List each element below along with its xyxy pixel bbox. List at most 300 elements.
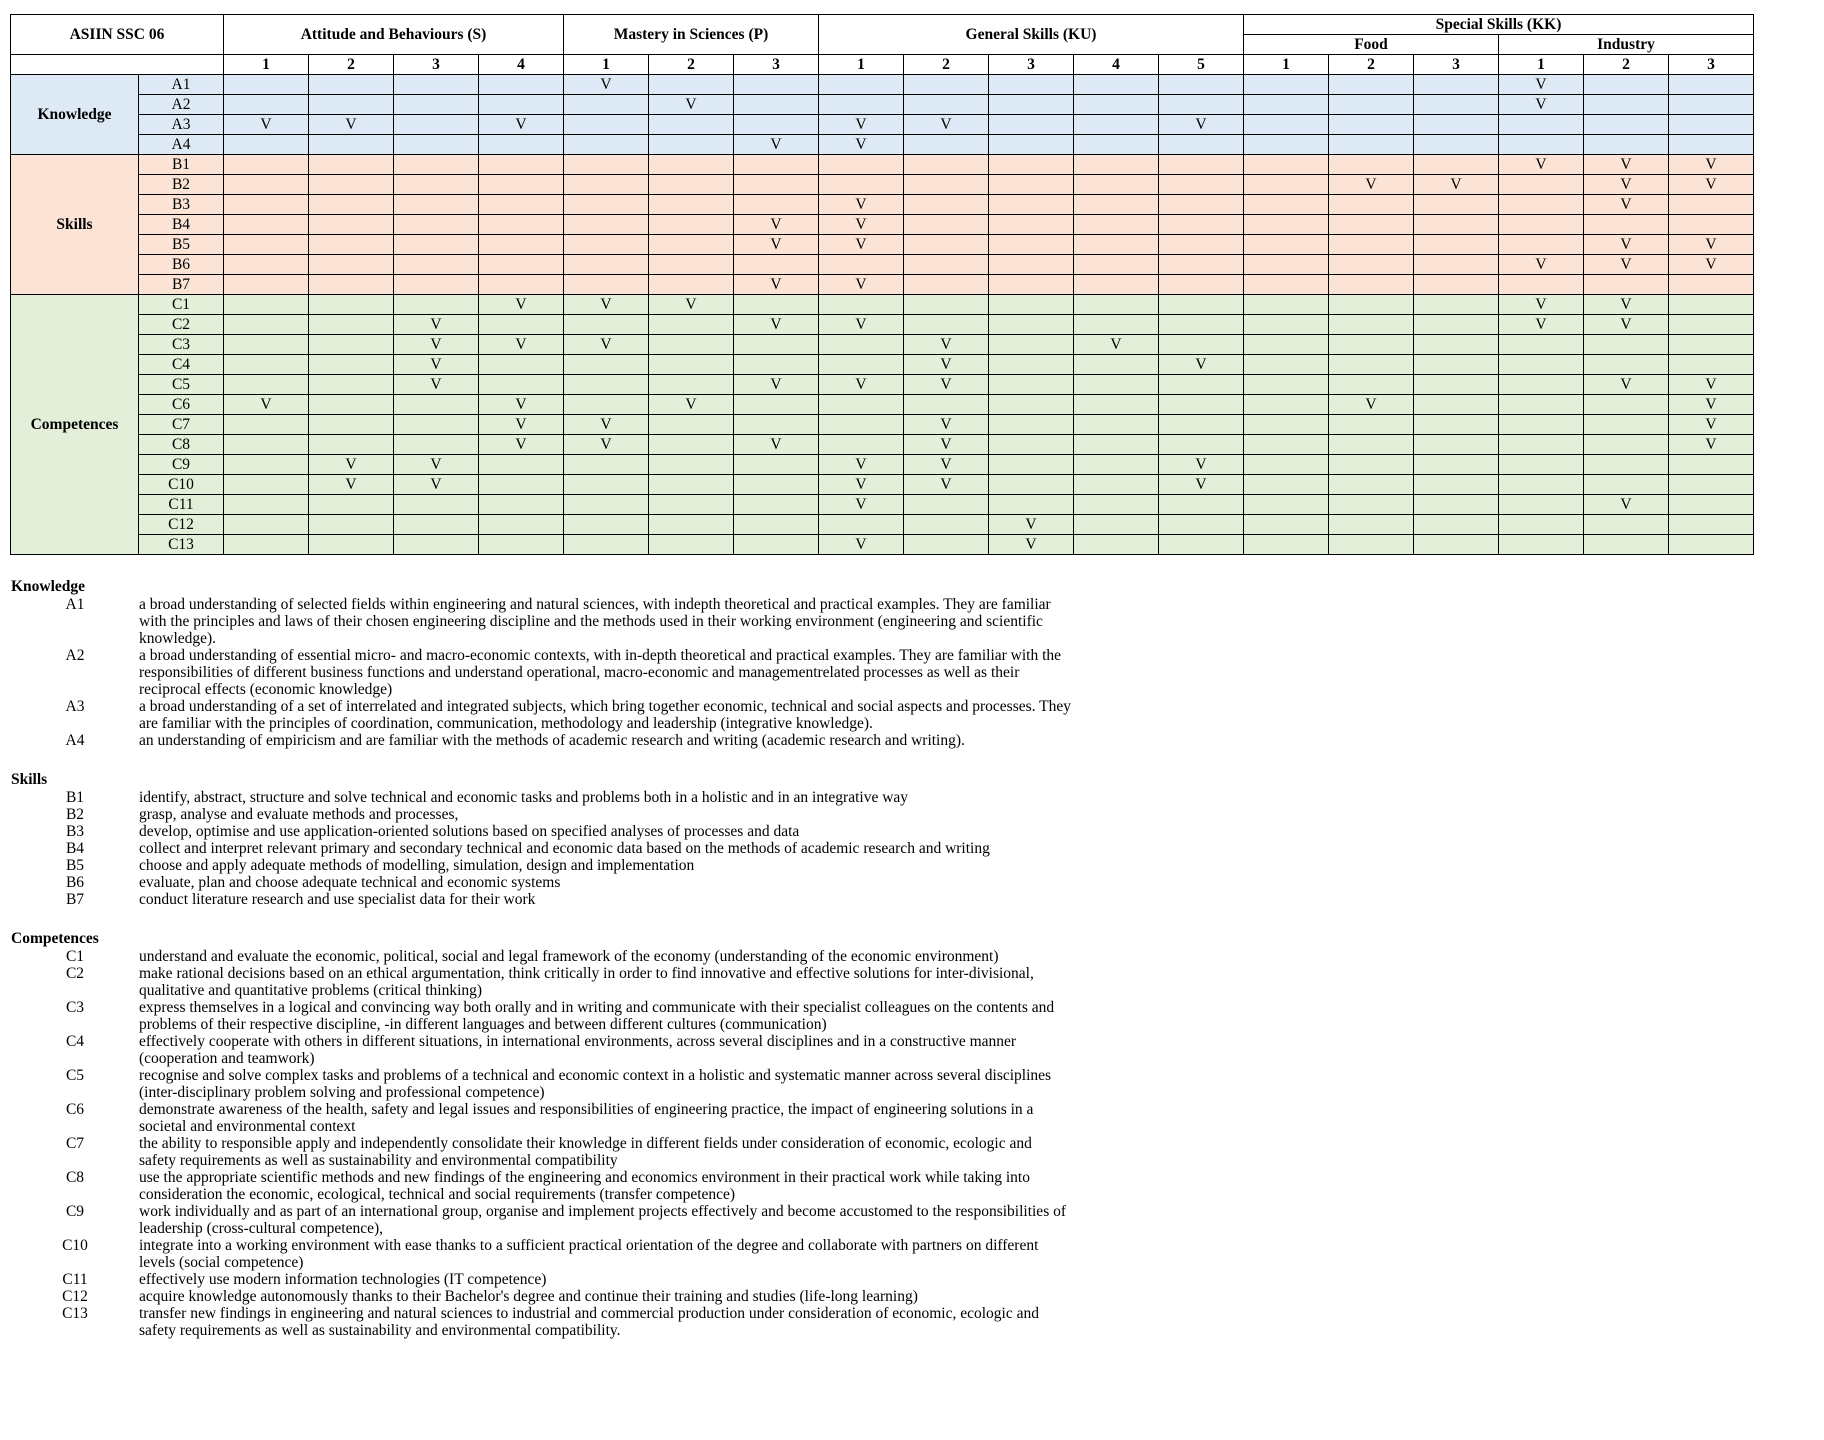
description-item <box>11 1101 1071 1135</box>
mark-cell <box>1499 175 1584 195</box>
mark-cell <box>309 315 394 335</box>
mark-cell: V <box>1584 175 1669 195</box>
description-item <box>11 1271 1071 1288</box>
mark-cell <box>1244 515 1329 535</box>
mark-cell <box>989 115 1074 135</box>
mark-cell <box>1669 195 1754 215</box>
mark-cell <box>1329 475 1414 495</box>
mark-cell <box>989 475 1074 495</box>
mark-cell <box>1584 355 1669 375</box>
description-code: C1 <box>65 948 85 965</box>
mark-cell <box>1414 515 1499 535</box>
mark-cell <box>309 515 394 535</box>
description-text: recognise and solve complex tasks and problems of a technical and economic context in a holistic and systematic manner across several disciplines (inter-disciplinary problem solving and professional competence) <box>139 1067 1052 1101</box>
description-text: make rational decisions based on an ethical argumentation, think critically in order to find innovative and effective solutions for inter-divisional, qualitative and quantitative problems (critical thinking) <box>139 965 1034 999</box>
description-code: A3 <box>65 698 85 715</box>
mark-cell <box>1414 455 1499 475</box>
mark-cell <box>1584 115 1669 135</box>
mark-cell <box>224 355 309 375</box>
table-row <box>11 355 1754 375</box>
mark-cell <box>394 75 479 95</box>
description-item <box>11 1169 1071 1203</box>
mark-cell <box>1159 195 1244 215</box>
table-row <box>11 95 1754 115</box>
mark-cell: V <box>819 475 904 495</box>
mark-cell <box>479 455 564 475</box>
column-number: 1 <box>564 55 649 75</box>
mark-cell <box>649 255 734 275</box>
mark-cell <box>1329 295 1414 315</box>
mark-cell <box>1074 415 1159 435</box>
mark-cell <box>479 535 564 555</box>
description-code: A1 <box>65 596 85 613</box>
mark-cell <box>224 535 309 555</box>
description-text: use the appropriate scientific methods and new findings of the engineering and economics environment in their practical work while taking into consideration the economic, ecological, technical and social requirements (transfer competence) <box>139 1169 1030 1203</box>
mark-cell <box>1159 495 1244 515</box>
mark-cell <box>224 275 309 295</box>
mark-cell: V <box>309 115 394 135</box>
description-item <box>11 789 1071 806</box>
mark-cell: V <box>479 435 564 455</box>
description-text: effectively cooperate with others in different situations, in international environments, across several disciplines and in a constructive manner (cooperation and teamwork) <box>139 1033 1017 1067</box>
mark-cell: V <box>734 435 819 455</box>
mark-cell <box>1584 395 1669 415</box>
mark-cell <box>1244 335 1329 355</box>
table-row <box>11 515 1754 535</box>
mark-cell <box>904 255 989 275</box>
description-code: B2 <box>65 806 85 823</box>
description-item <box>11 1033 1071 1067</box>
mark-cell <box>309 235 394 255</box>
mark-cell <box>1244 115 1329 135</box>
mark-cell: V <box>819 235 904 255</box>
row-code: C13 <box>139 535 224 555</box>
mark-cell <box>1414 155 1499 175</box>
mark-cell <box>564 315 649 335</box>
row-code: B7 <box>139 275 224 295</box>
mark-cell <box>1414 135 1499 155</box>
mark-cell <box>649 415 734 435</box>
mark-cell <box>649 235 734 255</box>
mark-cell: V <box>479 415 564 435</box>
description-item <box>11 1203 1071 1237</box>
description-text: collect and interpret relevant primary and secondary technical and economic data based on the methods of academic research and writing <box>139 840 990 857</box>
mark-cell <box>734 395 819 415</box>
mark-cell <box>309 255 394 275</box>
mark-cell <box>479 95 564 115</box>
mark-cell: V <box>734 375 819 395</box>
category-label: Competences <box>11 295 139 555</box>
mark-cell: V <box>1669 255 1754 275</box>
mark-cell <box>1669 115 1754 135</box>
mark-cell <box>1499 275 1584 295</box>
row-code: A2 <box>139 95 224 115</box>
mark-cell: V <box>1499 315 1584 335</box>
mark-cell: V <box>734 315 819 335</box>
mark-cell: V <box>394 315 479 335</box>
mark-cell <box>904 275 989 295</box>
description-code: C5 <box>65 1067 85 1084</box>
row-code: C9 <box>139 455 224 475</box>
mark-cell <box>1074 175 1159 195</box>
description-code: B1 <box>65 789 85 806</box>
mark-cell <box>479 235 564 255</box>
mark-cell: V <box>904 335 989 355</box>
mark-cell <box>1244 435 1329 455</box>
mark-cell <box>224 155 309 175</box>
mark-cell <box>819 95 904 115</box>
mark-cell <box>1074 115 1159 135</box>
description-text: integrate into a working environment with ease thanks to a sufficient practical orientation of the degree and collaborate with partners on different levels (social competence) <box>139 1237 1039 1271</box>
row-code: C3 <box>139 335 224 355</box>
mark-cell <box>989 415 1074 435</box>
mark-cell <box>1074 535 1159 555</box>
mark-cell <box>649 115 734 135</box>
mark-cell <box>904 495 989 515</box>
mark-cell <box>989 155 1074 175</box>
mark-cell <box>309 295 394 315</box>
mark-cell <box>819 355 904 375</box>
mark-cell <box>394 195 479 215</box>
row-code: B5 <box>139 235 224 255</box>
mark-cell <box>1329 275 1414 295</box>
table-row <box>11 175 1754 195</box>
mark-cell <box>564 375 649 395</box>
mark-cell <box>394 535 479 555</box>
mark-cell <box>1329 235 1414 255</box>
mark-cell <box>394 255 479 275</box>
mark-cell <box>394 435 479 455</box>
description-code: C2 <box>65 965 85 982</box>
mark-cell: V <box>734 215 819 235</box>
mark-cell <box>394 275 479 295</box>
mark-cell <box>1244 355 1329 375</box>
mark-cell <box>394 295 479 315</box>
description-item <box>11 647 1071 698</box>
mark-cell <box>649 355 734 375</box>
mark-cell: V <box>564 415 649 435</box>
mark-cell <box>1244 235 1329 255</box>
mark-cell: V <box>819 455 904 475</box>
mark-cell: V <box>224 395 309 415</box>
mark-cell <box>1669 295 1754 315</box>
mark-cell <box>479 255 564 275</box>
row-code: C5 <box>139 375 224 395</box>
mark-cell: V <box>1499 295 1584 315</box>
column-number: 3 <box>1414 55 1499 75</box>
mark-cell <box>1074 235 1159 255</box>
mark-cell <box>564 275 649 295</box>
description-item <box>11 1135 1071 1169</box>
description-code: C9 <box>65 1203 85 1220</box>
mark-cell <box>1244 215 1329 235</box>
mark-cell <box>1329 355 1414 375</box>
mark-cell <box>734 515 819 535</box>
mark-cell <box>904 395 989 415</box>
mark-cell: V <box>1669 155 1754 175</box>
mark-cell <box>1159 255 1244 275</box>
description-text: transfer new findings in engineering and natural sciences to industrial and commercial production under consideration of economic, ecologic and safety requirements as well as sustainability and environmental compatibility. <box>139 1305 1039 1339</box>
category-label: Knowledge <box>11 75 139 155</box>
description-item <box>11 1237 1071 1271</box>
row-code: C1 <box>139 295 224 315</box>
mark-cell: V <box>479 395 564 415</box>
mark-cell <box>394 415 479 435</box>
description-section <box>11 578 1071 749</box>
subgroup-header: Food <box>1244 35 1499 55</box>
mark-cell <box>564 515 649 535</box>
mark-cell <box>1414 195 1499 215</box>
mark-cell: V <box>1584 255 1669 275</box>
mark-cell <box>1584 215 1669 235</box>
description-item <box>11 823 1071 840</box>
mark-cell <box>564 535 649 555</box>
mark-cell <box>649 195 734 215</box>
mark-cell <box>904 95 989 115</box>
column-number: 1 <box>819 55 904 75</box>
mark-cell <box>819 515 904 535</box>
mark-cell <box>1669 515 1754 535</box>
mark-cell <box>1244 255 1329 275</box>
mark-cell <box>1074 95 1159 115</box>
mark-cell: V <box>1499 155 1584 175</box>
description-section <box>11 771 1071 908</box>
mark-cell <box>1414 375 1499 395</box>
mark-cell <box>1329 375 1414 395</box>
section-title: Knowledge <box>11 578 86 595</box>
mark-cell <box>224 215 309 235</box>
mark-cell <box>649 215 734 235</box>
description-item <box>11 857 1071 874</box>
mark-cell <box>1499 415 1584 435</box>
mark-cell <box>309 215 394 235</box>
mark-cell <box>1329 195 1414 215</box>
mark-cell <box>1669 95 1754 115</box>
mark-cell <box>819 395 904 415</box>
row-code: A1 <box>139 75 224 95</box>
mark-cell <box>564 255 649 275</box>
mark-cell: V <box>394 375 479 395</box>
mark-cell: V <box>1329 175 1414 195</box>
table-row <box>11 435 1754 455</box>
mark-cell: V <box>1499 255 1584 275</box>
mark-cell: V <box>394 475 479 495</box>
descriptions-section <box>11 578 1071 1361</box>
mark-cell <box>1329 435 1414 455</box>
mark-cell <box>1414 435 1499 455</box>
mark-cell <box>1584 75 1669 95</box>
mark-cell: V <box>819 315 904 335</box>
mark-cell <box>564 475 649 495</box>
mark-cell <box>309 355 394 375</box>
mark-cell <box>904 155 989 175</box>
mark-cell <box>819 155 904 175</box>
mark-cell <box>1244 75 1329 95</box>
mark-cell <box>989 195 1074 215</box>
mark-cell: V <box>224 115 309 135</box>
mark-cell: V <box>1584 375 1669 395</box>
mark-cell: V <box>1159 355 1244 375</box>
mark-cell <box>1499 115 1584 135</box>
mark-cell <box>904 75 989 95</box>
mark-cell: V <box>649 95 734 115</box>
mark-cell: V <box>1584 295 1669 315</box>
mark-cell <box>1159 515 1244 535</box>
mark-cell <box>309 195 394 215</box>
mark-cell <box>1414 315 1499 335</box>
mark-cell <box>1414 355 1499 375</box>
mark-cell: V <box>1669 375 1754 395</box>
mark-cell <box>649 435 734 455</box>
mark-cell <box>224 455 309 475</box>
mark-cell <box>1499 515 1584 535</box>
mark-cell <box>1329 495 1414 515</box>
mark-cell <box>479 375 564 395</box>
mark-cell <box>819 255 904 275</box>
description-item <box>11 840 1071 857</box>
mark-cell <box>479 475 564 495</box>
mark-cell <box>1244 315 1329 335</box>
mark-cell <box>989 175 1074 195</box>
mark-cell <box>734 75 819 95</box>
description-item <box>11 891 1071 908</box>
mark-cell <box>734 255 819 275</box>
mark-cell: V <box>564 435 649 455</box>
mark-cell <box>1244 295 1329 315</box>
table-row <box>11 415 1754 435</box>
mark-cell <box>1669 135 1754 155</box>
column-number: 1 <box>224 55 309 75</box>
description-item <box>11 1305 1071 1339</box>
mark-cell <box>989 295 1074 315</box>
mark-cell <box>989 275 1074 295</box>
mark-cell <box>904 195 989 215</box>
mark-cell <box>479 315 564 335</box>
table-title: ASIIN SSC 06 <box>11 15 224 55</box>
mark-cell <box>224 515 309 535</box>
mark-cell <box>1159 295 1244 315</box>
mark-cell <box>1329 75 1414 95</box>
mark-cell <box>394 515 479 535</box>
mark-cell: V <box>904 455 989 475</box>
table-row <box>11 275 1754 295</box>
column-number: 5 <box>1159 55 1244 75</box>
group-header: Attitude and Behaviours (S) <box>224 15 564 55</box>
mark-cell <box>1499 435 1584 455</box>
mark-cell <box>1499 215 1584 235</box>
mark-cell <box>989 135 1074 155</box>
description-code: A2 <box>65 647 85 664</box>
mark-cell <box>224 495 309 515</box>
mark-cell <box>1074 495 1159 515</box>
mark-cell <box>224 315 309 335</box>
mark-cell: V <box>904 435 989 455</box>
mark-cell <box>1329 335 1414 355</box>
mark-cell <box>1074 295 1159 315</box>
mark-cell: V <box>479 335 564 355</box>
mark-cell <box>1159 335 1244 355</box>
mark-cell <box>1499 235 1584 255</box>
mark-cell <box>309 175 394 195</box>
section-title: Competences <box>11 930 99 947</box>
mark-cell: V <box>1584 315 1669 335</box>
mark-cell <box>1499 395 1584 415</box>
mark-cell <box>1414 255 1499 275</box>
group-header: General Skills (KU) <box>819 15 1244 55</box>
mark-cell <box>224 75 309 95</box>
row-code: B1 <box>139 155 224 175</box>
mark-cell <box>1159 415 1244 435</box>
mark-cell <box>564 195 649 215</box>
column-number: 1 <box>1244 55 1329 75</box>
mark-cell <box>734 455 819 475</box>
table-row <box>11 155 1754 175</box>
mark-cell: V <box>1584 195 1669 215</box>
description-text: grasp, analyse and evaluate methods and processes, <box>139 806 459 823</box>
mark-cell <box>479 175 564 195</box>
column-number: 3 <box>394 55 479 75</box>
description-code: C10 <box>62 1237 88 1254</box>
mark-cell <box>479 75 564 95</box>
mark-cell <box>479 195 564 215</box>
mark-cell <box>989 335 1074 355</box>
mark-cell <box>1669 215 1754 235</box>
row-code: B3 <box>139 195 224 215</box>
column-number: 3 <box>989 55 1074 75</box>
mark-cell <box>394 215 479 235</box>
mark-cell: V <box>819 275 904 295</box>
mark-cell: V <box>394 355 479 375</box>
column-number: 2 <box>904 55 989 75</box>
mark-cell <box>1244 95 1329 115</box>
mark-cell: V <box>1584 235 1669 255</box>
mark-cell <box>1074 375 1159 395</box>
mark-cell <box>1584 415 1669 435</box>
mark-cell <box>1329 255 1414 275</box>
mark-cell <box>1499 455 1584 475</box>
mark-cell <box>649 135 734 155</box>
mark-cell <box>564 455 649 475</box>
mark-cell <box>1074 255 1159 275</box>
mark-cell <box>734 295 819 315</box>
table-row <box>11 375 1754 395</box>
row-code: C7 <box>139 415 224 435</box>
mark-cell <box>819 175 904 195</box>
mark-cell <box>989 75 1074 95</box>
mark-cell <box>734 195 819 215</box>
mark-cell: V <box>904 115 989 135</box>
column-number: 2 <box>649 55 734 75</box>
mark-cell <box>1244 415 1329 435</box>
mark-cell: V <box>904 375 989 395</box>
mark-cell <box>1414 475 1499 495</box>
mark-cell <box>1584 535 1669 555</box>
mark-cell: V <box>1499 75 1584 95</box>
mark-cell <box>989 495 1074 515</box>
mark-cell <box>734 475 819 495</box>
mark-cell <box>309 275 394 295</box>
mark-cell <box>819 295 904 315</box>
mark-cell <box>1074 135 1159 155</box>
description-text: work individually and as part of an international group, organise and implement projects effectively and become accustomed to the responsibilities of leadership (cross-cultural competence), <box>139 1203 1067 1237</box>
mark-cell <box>224 375 309 395</box>
mark-cell <box>1074 515 1159 535</box>
column-number: 3 <box>734 55 819 75</box>
mark-cell: V <box>734 235 819 255</box>
row-code: C12 <box>139 515 224 535</box>
mark-cell <box>564 215 649 235</box>
mark-cell <box>394 395 479 415</box>
